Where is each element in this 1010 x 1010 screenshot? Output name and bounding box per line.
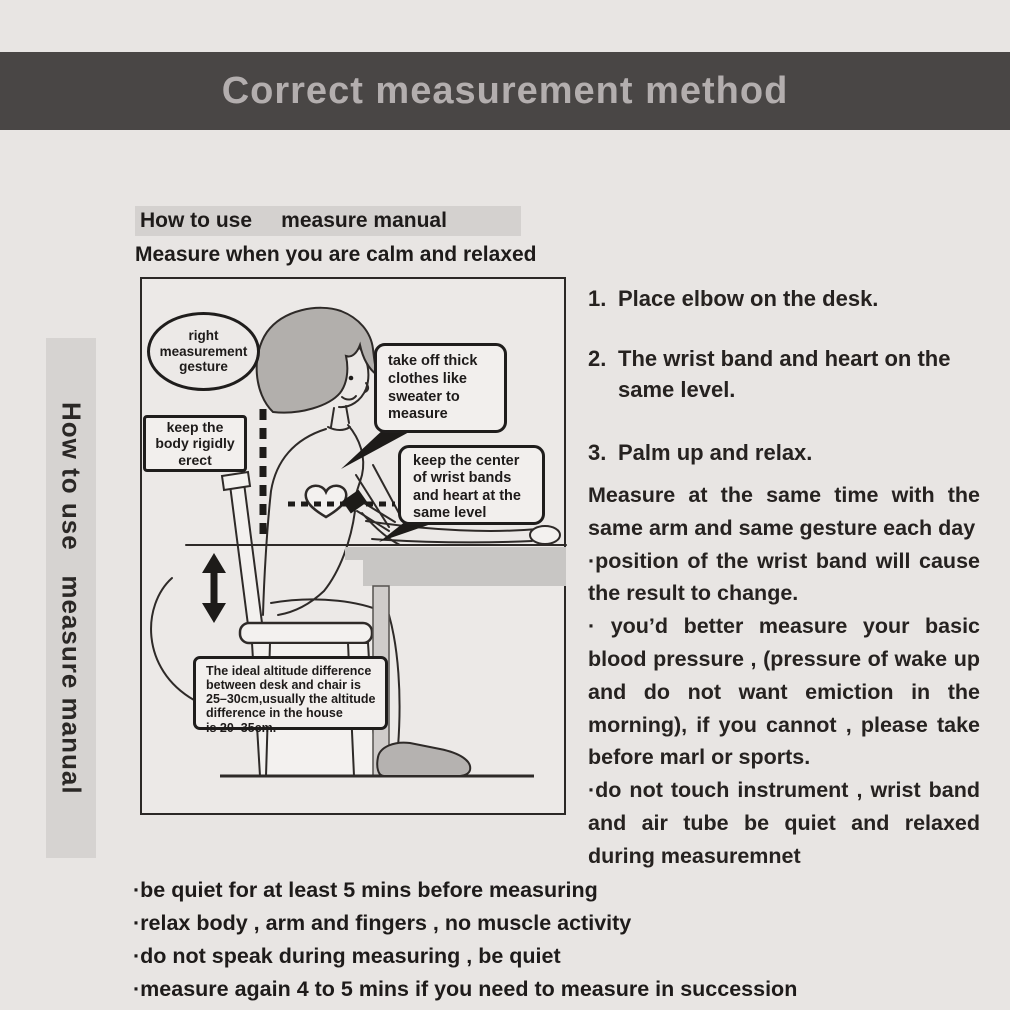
callout-line: gesture (179, 359, 228, 375)
callout-line: is 20–35cm. (206, 720, 277, 735)
eye (349, 376, 354, 381)
callout-keep-body-erect (143, 415, 247, 472)
callout-line: measurement (159, 343, 248, 359)
page-title: Correct measurement method (221, 70, 789, 112)
step-number: 2. (588, 346, 607, 371)
step-number: 3. (588, 440, 607, 465)
callout-line: of wrist bands (413, 470, 512, 487)
callout-line: 25–30cm,usually the altitude (206, 692, 376, 707)
callout-line: difference in the house (206, 706, 343, 721)
hair (257, 308, 377, 413)
sidebar-vertical-text: How to use measure manual (56, 401, 87, 795)
footer-note-line: ·do not speak during measuring , be quiet (133, 944, 561, 968)
heart-icon (306, 486, 347, 517)
neck-front (346, 406, 349, 423)
step-text: Place elbow on the desk. (618, 286, 879, 311)
section-subheading: Measure when you are calm and relaxed (135, 243, 537, 266)
callout-line: body rigidly (155, 435, 235, 452)
step-item-3 (588, 437, 984, 468)
note-paragraph: Measure at the same time with the same arm and same gesture each day (588, 483, 980, 540)
callout-line: clothes like (388, 370, 467, 387)
footer-note-line: ·be quiet for at least 5 mins before measuring (133, 878, 598, 902)
callout-take-off-clothes (374, 343, 507, 433)
step-item-2 (588, 343, 984, 405)
callout-line: keep the (166, 419, 224, 436)
callout-line: erect (178, 451, 212, 468)
step-item-1 (588, 283, 984, 314)
callout-line: between desk and chair is (206, 678, 361, 693)
callout-ideal-altitude (193, 656, 388, 735)
sidebar-vertical-band (46, 338, 96, 858)
header-band (0, 52, 1010, 130)
callout-line: keep the center (413, 453, 520, 469)
person-back (263, 429, 326, 615)
section-heading: How to use measure manual (135, 206, 521, 236)
callout-line: same level (413, 505, 487, 522)
callout-line: The ideal altitude difference (206, 664, 372, 678)
mouth (342, 396, 356, 400)
desk-top (345, 547, 566, 586)
footer-notes (133, 874, 993, 1006)
hand (530, 526, 560, 544)
height-double-arrow-icon (202, 553, 226, 623)
slipper (377, 743, 470, 776)
callout-line: measure (388, 406, 448, 423)
callout-right-gesture (147, 312, 260, 391)
note-paragraph: · you’d better measure your basic blood pressure , (pressure of wake up and do not want emiction in the morning), if you cannot , please take before marl or sports. (588, 614, 980, 770)
callout-line: and heart at the (413, 487, 521, 504)
callout-line: take off thick (388, 353, 478, 369)
footer-note-line: ·measure again 4 to 5 mins if you need to measure in succession (133, 977, 798, 1001)
posture-illustration (140, 277, 566, 815)
height-arc (151, 578, 194, 700)
step-text: Palm up and relax. (618, 440, 813, 465)
chair-seat (240, 623, 372, 643)
step-text: The wrist band and heart on the same level. (618, 346, 951, 402)
step-number: 1. (588, 286, 607, 311)
chair-backrest-cap (222, 472, 250, 490)
callout-line: right (188, 327, 219, 343)
note-paragraph: ·do not touch instrument , wrist band and air tube be quiet and relaxed during measuremnet (588, 778, 980, 868)
shin-front (389, 615, 400, 747)
callout-line: sweater to (388, 388, 460, 405)
footer-note-line: ·relax body , arm and fingers , no muscle activity (133, 911, 632, 935)
chair-backrest (230, 483, 262, 625)
collar (328, 427, 350, 430)
note-paragraph: ·position of the wrist band will cause the result to change. (588, 548, 980, 606)
measurement-notes (588, 479, 980, 873)
neck-back (331, 408, 334, 427)
callout-keep-center-level (398, 445, 545, 525)
